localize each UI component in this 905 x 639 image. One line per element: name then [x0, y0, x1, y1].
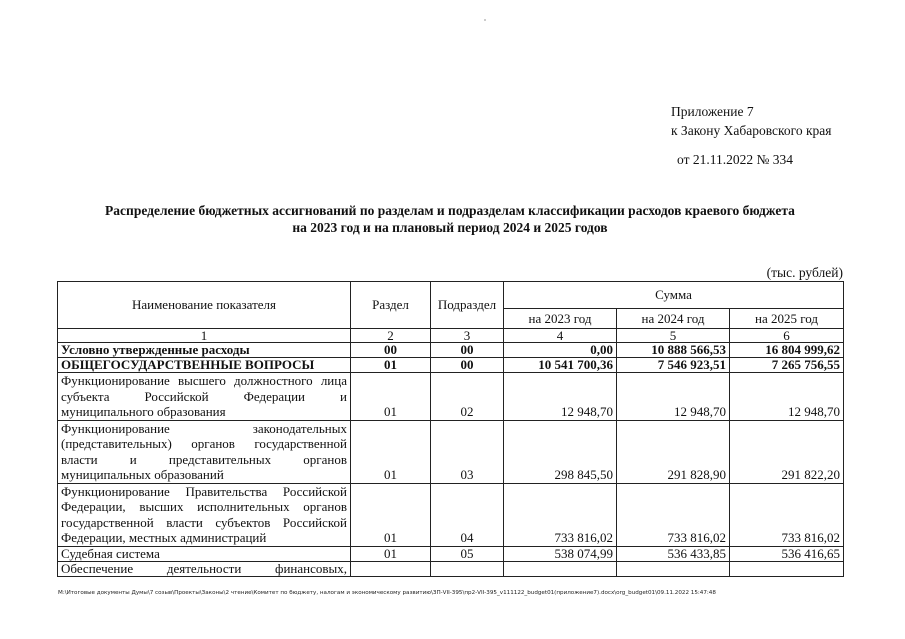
row-section: 01	[351, 373, 431, 421]
header-year-2024: на 2024 год	[617, 309, 730, 329]
column-number: 6	[730, 329, 844, 343]
header-section: Раздел	[351, 282, 431, 329]
appendix-number: Приложение 7	[671, 104, 754, 119]
table-row	[58, 561, 844, 576]
row-name: Функционирование высшего должностного лица субъекта Российской Федерации и муниципального образования	[58, 373, 351, 421]
document-title-line-1: Распределение бюджетных ассигнований по разделам и подразделам классификации расходов краевого бюджета	[105, 203, 795, 218]
header-year-2025: на 2025 год	[730, 309, 844, 329]
row-value-2024: 291 828,90	[617, 420, 730, 483]
row-subsection: 00	[431, 358, 504, 373]
row-subsection: 04	[431, 483, 504, 546]
units-label: (тыс. рублей)	[766, 265, 843, 280]
table-row	[58, 358, 844, 373]
row-name: Судебная система	[58, 546, 351, 561]
column-number: 2	[351, 329, 431, 343]
table-row	[58, 343, 844, 358]
row-name: Условно утвержденные расходы	[58, 343, 351, 358]
table-row	[58, 373, 844, 421]
row-value-2023	[504, 561, 617, 576]
scan-speck	[484, 19, 486, 21]
row-value-2023: 538 074,99	[504, 546, 617, 561]
row-section: 01	[351, 483, 431, 546]
document-title-line-2: на 2023 год и на плановый период 2024 и 2025 годов	[292, 220, 608, 235]
appendix-stamp	[671, 102, 832, 169]
row-section	[351, 561, 431, 576]
row-name: Функционирование Правительства Российской Федерации, высших исполнительных органов государственной власти субъектов Российской Федерации, местных администраций	[58, 483, 351, 546]
row-value-2024: 536 433,85	[617, 546, 730, 561]
row-subsection	[431, 561, 504, 576]
row-name: Функционирование законодательных (представительных) органов государственной власти и представительных органов муниципальных образований	[58, 420, 351, 483]
column-number: 5	[617, 329, 730, 343]
table-row	[58, 420, 844, 483]
row-subsection: 03	[431, 420, 504, 483]
table-row	[58, 483, 844, 546]
row-value-2024	[617, 561, 730, 576]
document-title	[40, 202, 860, 236]
row-section: 00	[351, 343, 431, 358]
row-value-2023: 12 948,70	[504, 373, 617, 421]
row-value-2025: 536 416,65	[730, 546, 844, 561]
header-row	[58, 282, 844, 309]
row-value-2023: 733 816,02	[504, 483, 617, 546]
header-subsection: Подраздел	[431, 282, 504, 329]
row-value-2023: 0,00	[504, 343, 617, 358]
row-subsection: 02	[431, 373, 504, 421]
row-name: ОБЩЕГОСУДАРСТВЕННЫЕ ВОПРОСЫ	[58, 358, 351, 373]
header-sum: Сумма	[504, 282, 844, 309]
row-value-2025: 7 265 756,55	[730, 358, 844, 373]
row-value-2023: 298 845,50	[504, 420, 617, 483]
budget-table	[57, 281, 844, 577]
file-path-footer: M:\Итоговые документы Думы\7 созыв\Проекты\Законы\2 чтение\Комитет по бюджету, налогам и экономическому развитию\ЗП-VII-395\пр2-VII-395_v111122_budget01(приложение7).docx\org_budget01\09.11.2022 15:47:48	[58, 590, 716, 596]
column-number: 3	[431, 329, 504, 343]
row-section: 01	[351, 420, 431, 483]
row-value-2025: 16 804 999,62	[730, 343, 844, 358]
row-value-2025: 12 948,70	[730, 373, 844, 421]
row-subsection: 00	[431, 343, 504, 358]
row-value-2024: 733 816,02	[617, 483, 730, 546]
table-row	[58, 546, 844, 561]
row-value-2025	[730, 561, 844, 576]
row-value-2025: 733 816,02	[730, 483, 844, 546]
appendix-law: к Закону Хабаровского края	[671, 123, 832, 138]
row-subsection: 05	[431, 546, 504, 561]
row-value-2024: 12 948,70	[617, 373, 730, 421]
row-value-2023: 10 541 700,36	[504, 358, 617, 373]
row-section: 01	[351, 546, 431, 561]
row-section: 01	[351, 358, 431, 373]
header-name: Наименование показателя	[58, 282, 351, 329]
row-value-2025: 291 822,20	[730, 420, 844, 483]
column-number-row	[58, 329, 844, 343]
row-value-2024: 7 546 923,51	[617, 358, 730, 373]
header-year-2023: на 2023 год	[504, 309, 617, 329]
appendix-date: от 21.11.2022 № 334	[677, 152, 793, 167]
row-value-2024: 10 888 566,53	[617, 343, 730, 358]
row-name: Обеспечение деятельности финансовых,	[58, 561, 351, 576]
column-number: 1	[58, 329, 351, 343]
column-number: 4	[504, 329, 617, 343]
